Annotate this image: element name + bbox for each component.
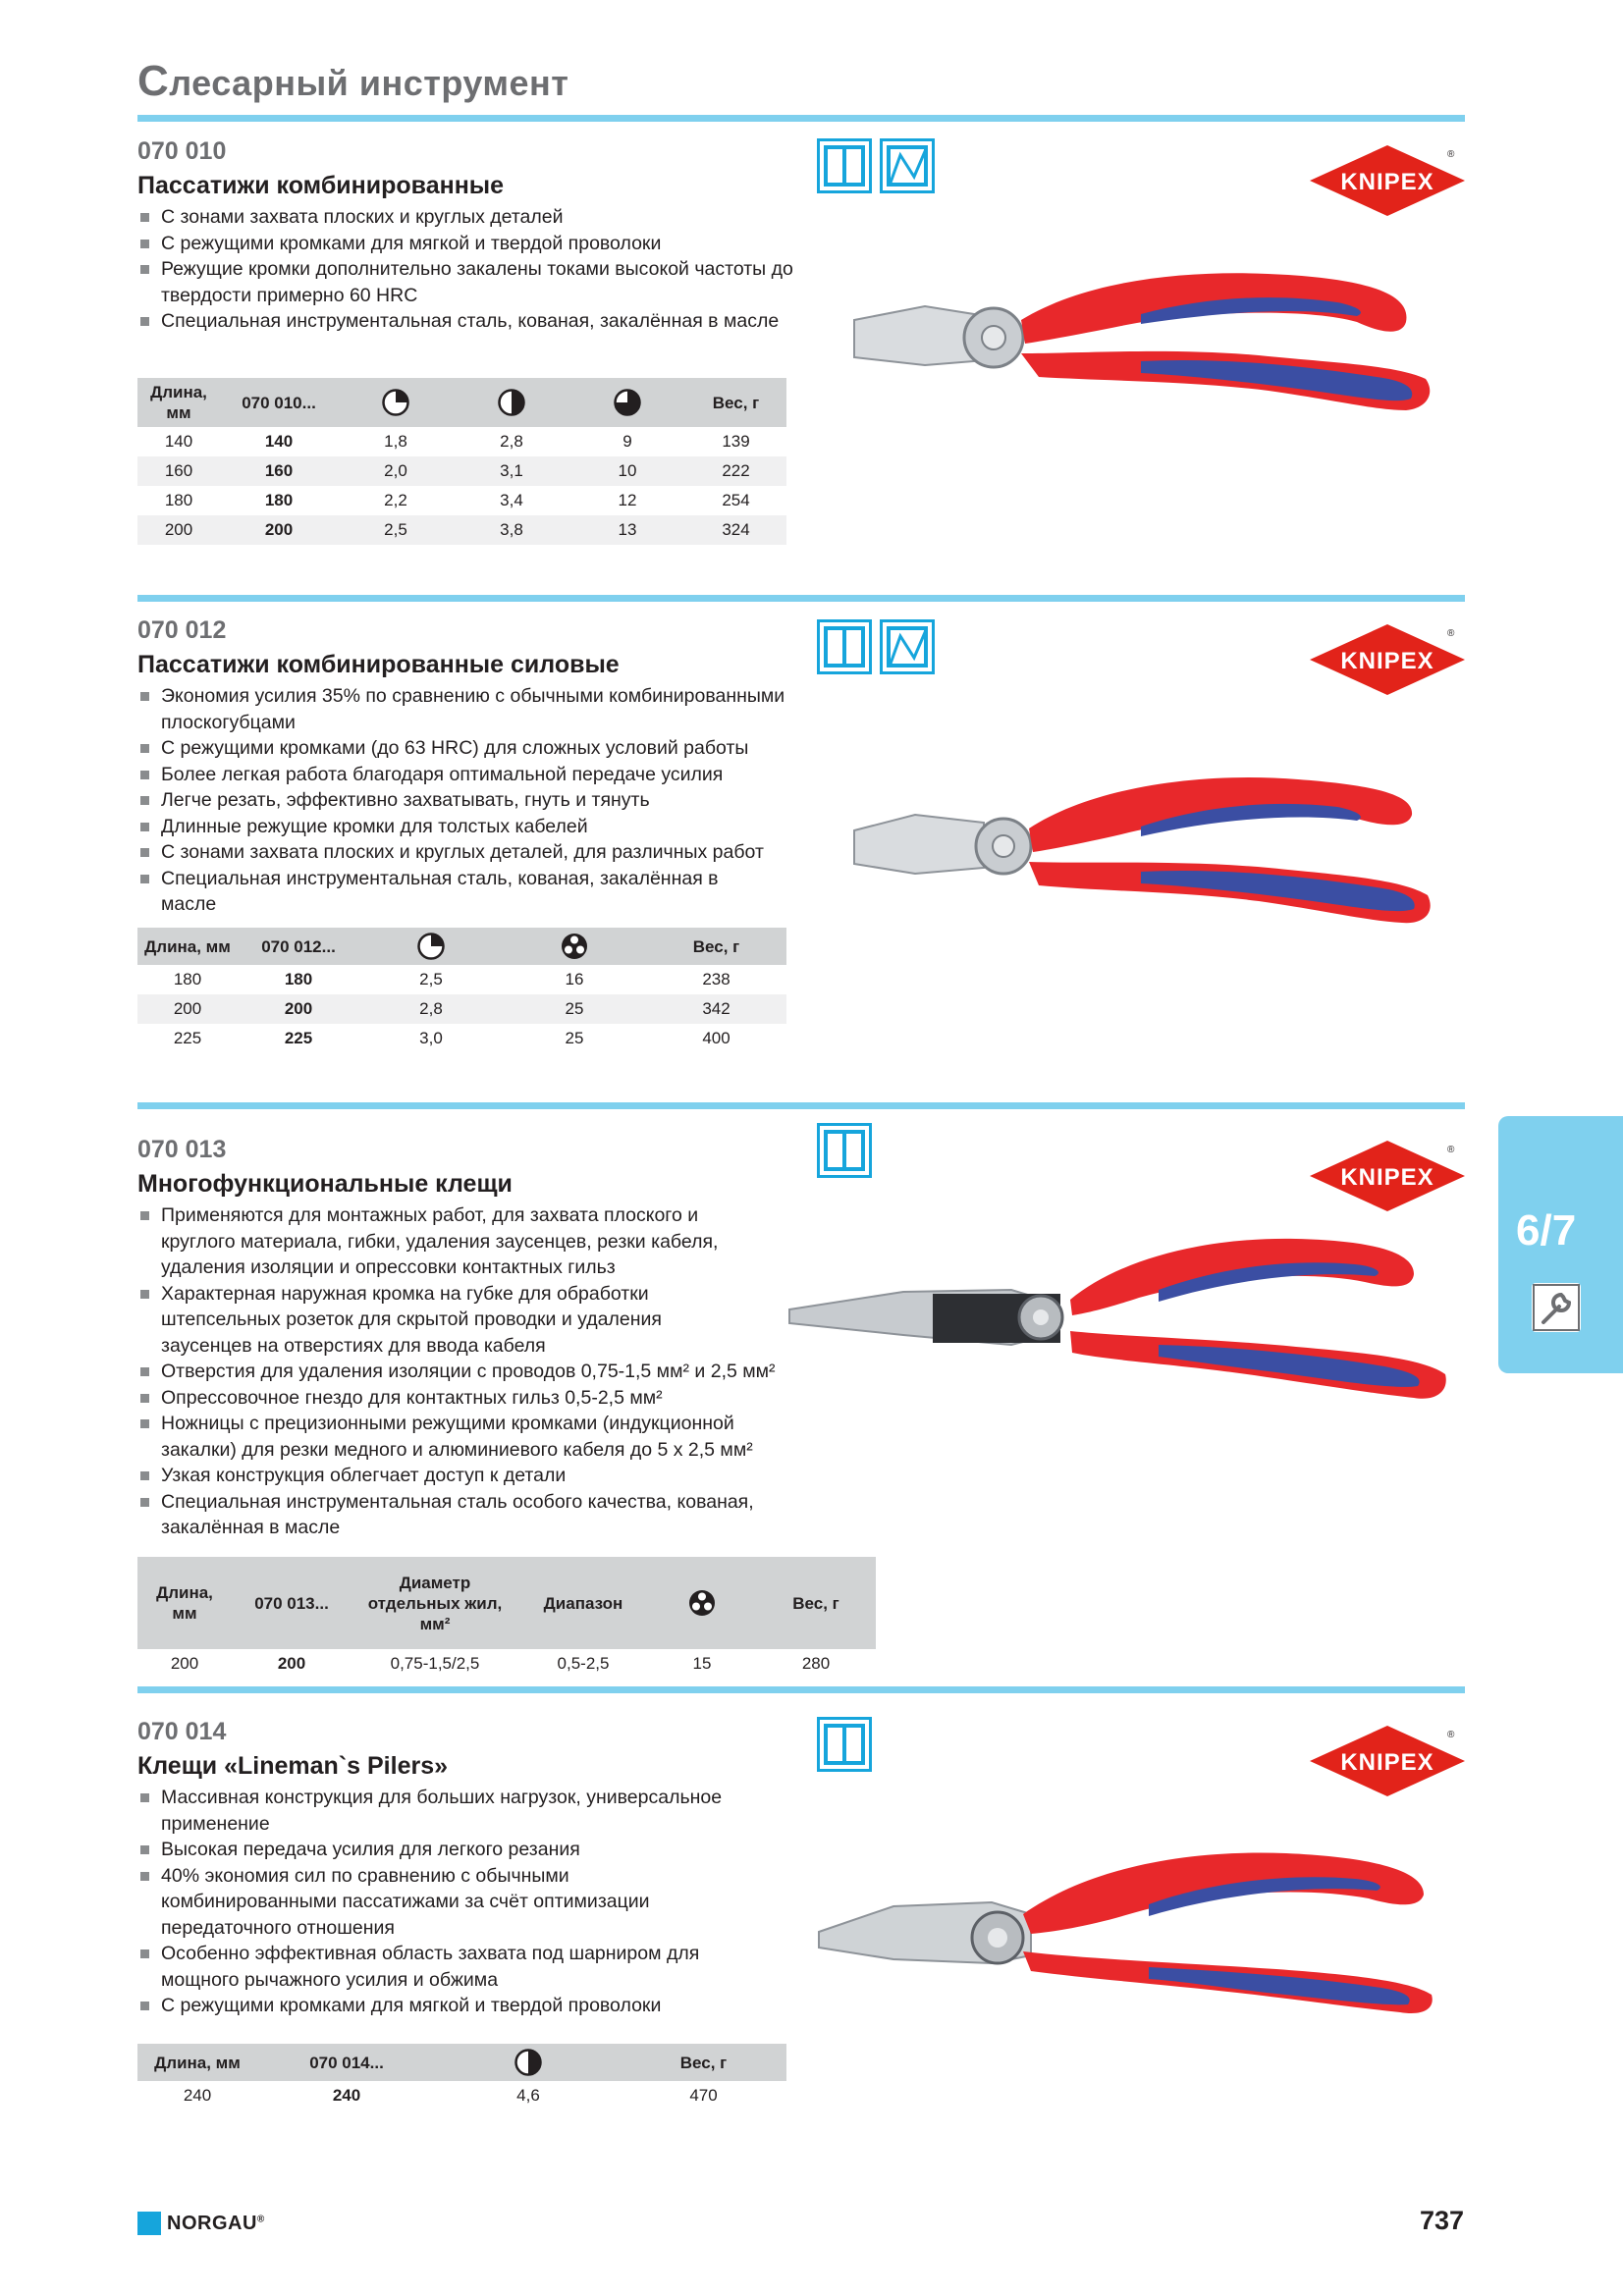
lineman-pliers-image [795, 1838, 1443, 2014]
brand-name: NORGAU® [167, 2212, 265, 2234]
col-weight: Вес, г [685, 378, 786, 427]
col-strand-diameter: Диаметр отдельных жил, мм² [352, 1557, 518, 1649]
knipex-logo [1308, 143, 1467, 218]
feature-item: Специальная инструментальная сталь особого качества, кованая, закалённая в масле [137, 1489, 815, 1541]
wire-soft-icon [338, 378, 454, 427]
feature-item: Опрессовочное гнездо для контактных гильз 0,5-2,5 мм² [137, 1385, 815, 1412]
cable-diameter-icon [503, 928, 646, 965]
feature-item: Характерная наружная кромка на губке для обработки штепсельных розеток для скрытой проводки и удаления заусенцев на отверстиях для ввода кабеля [137, 1281, 727, 1360]
section-divider [137, 595, 1465, 602]
wire-medium-icon [436, 2044, 621, 2081]
col-range: Диапазон [518, 1557, 648, 1649]
wrench-icon [1532, 1283, 1581, 1332]
feature-item: С режущими кромками для мягкой и твердой проволоки [137, 1993, 805, 2019]
svg-text:®: ® [1447, 1145, 1455, 1155]
col-weight: Вес, г [621, 2044, 786, 2081]
din-standard-icon [817, 138, 872, 193]
page-number: 737 [1420, 2206, 1465, 2235]
feature-item: С зонами захвата плоских и круглых деталей [137, 204, 825, 231]
page-title: Слесарный инструмент [137, 57, 569, 105]
col-weight: Вес, г [646, 928, 786, 965]
feature-item: Особенно эффективная область захвата под шарниром для мощного рычажного усилия и обжима [137, 1941, 766, 1993]
feature-item: Узкая конструкция облегчает доступ к детали [137, 1463, 815, 1489]
power-combination-pliers-image [846, 766, 1435, 933]
col-length: Длина, мм [137, 1557, 232, 1649]
knipex-logo [1308, 1139, 1467, 1213]
feature-item: Длинные режущие кромки для толстых кабелей [137, 814, 815, 840]
spec-table [137, 378, 786, 545]
multifunction-pliers-image [785, 1229, 1453, 1406]
product-name: Пассатижи комбинированные силовые [137, 651, 620, 678]
spec-table [137, 1557, 876, 1679]
feature-item: Более легкая работа благодаря оптимальной передаче усилия [137, 762, 815, 788]
wire-medium-icon [454, 378, 569, 427]
combination-pliers-image [846, 263, 1435, 420]
din-standard-icon [817, 1717, 872, 1772]
product-name: Клещи «Lineman`s Pilers» [137, 1752, 449, 1780]
knipex-logo [1308, 622, 1467, 697]
cutting-edge-icon [880, 619, 935, 674]
feature-item: Массивная конструкция для больших нагрузок, универсальное применение [137, 1785, 805, 1837]
cable-diameter-icon [648, 1557, 756, 1649]
table-row: 200 200 0,75-1,5/2,5 0,5-2,5 15 280 [170, 1654, 831, 1673]
spec-table [137, 928, 786, 1053]
feature-item: Ножницы с прецизионными режущими кромками (индукционной закалки) для резки медного и алюминиевого кабеля до 5 х 2,5 мм² [137, 1411, 805, 1463]
table-row: 200 200 2,8 25 342 [137, 994, 786, 1024]
product-code: 070 014 [137, 1718, 227, 1745]
feature-list [137, 683, 815, 918]
col-length: Длина, мм [137, 378, 220, 427]
table-row: 200 200 2,5 3,8 13 324 [137, 515, 786, 545]
col-length: Длина, мм [137, 2044, 257, 2081]
svg-text:KNIPEX: KNIPEX [1340, 1164, 1434, 1191]
din-standard-icon [817, 619, 872, 674]
product-name: Многофункциональные клещи [137, 1170, 513, 1198]
feature-item: Высокая передача усилия для легкого резания [137, 1837, 805, 1863]
table-row: 160 160 2,0 3,1 10 222 [137, 456, 786, 486]
table-row: 180 180 2,2 3,4 12 254 [164, 491, 750, 509]
product-code: 070 010 [137, 137, 227, 165]
col-article: 070 010... [220, 378, 338, 427]
svg-text:KNIPEX: KNIPEX [1340, 169, 1434, 195]
din-standard-icon [817, 1123, 872, 1178]
svg-text:KNIPEX: KNIPEX [1340, 1749, 1434, 1776]
knipex-logo [1308, 1724, 1467, 1798]
col-length: Длина, мм [137, 928, 238, 965]
feature-item: С зонами захвата плоских и круглых деталей, для различных работ [137, 839, 815, 866]
svg-text:KNIPEX: KNIPEX [1340, 648, 1434, 674]
feature-item: С режущими кромками для мягкой и твердой проволоки [137, 231, 825, 257]
col-weight: Вес, г [756, 1557, 876, 1649]
col-article: 070 012... [238, 928, 359, 965]
cutting-edge-icon [880, 138, 935, 193]
feature-item: Применяются для монтажных работ, для захвата плоского и круглого материала, гибки, удаления заусенцев, резки кабеля, удаления изоляции и опрессовки контактных гильз [137, 1202, 766, 1281]
feature-item: Режущие кромки дополнительно закалены токами высокой частоты до твердости примерно 60 HRC [137, 256, 825, 308]
feature-list [137, 1785, 805, 2019]
svg-text:®: ® [1447, 1730, 1455, 1740]
norgau-logo [137, 2212, 265, 2235]
section-divider [137, 1686, 1465, 1693]
wire-soft-icon [359, 928, 503, 965]
feature-item: Экономия усилия 35% по сравнению с обычными комбинированными плоскогубцами [137, 683, 815, 735]
wire-hard-icon [569, 378, 685, 427]
feature-list [137, 1202, 815, 1541]
product-code: 070 013 [137, 1136, 227, 1163]
table-row: 225 225 3,0 25 400 [173, 1029, 730, 1047]
table-row: 140 140 1,8 2,8 9 139 [164, 432, 750, 451]
feature-item: Специальная инструментальная сталь, кованая, закалённая в масле [137, 866, 746, 918]
feature-item: 40% экономия сил по сравнению с обычными комбинированными пассатижами за счёт оптимизации передаточного отношения [137, 1863, 727, 1942]
svg-text:®: ® [1447, 149, 1455, 160]
product-code: 070 012 [137, 616, 227, 644]
section-tab[interactable] [1498, 1116, 1623, 1373]
table-row: 240 240 4,6 470 [183, 2086, 718, 2105]
col-article: 070 014... [257, 2044, 436, 2081]
product-name: Пассатижи комбинированные [137, 172, 505, 199]
feature-item: Легче резать, эффективно захватывать, гнуть и тянуть [137, 787, 815, 814]
section-divider [137, 115, 1465, 122]
col-article: 070 013... [232, 1557, 352, 1649]
spec-table [137, 2044, 786, 2110]
section-tab-label: 6/7 [1516, 1206, 1577, 1255]
svg-text:®: ® [1447, 628, 1455, 639]
feature-item: Отверстия для удаления изоляции с проводов 0,75-1,5 мм² и 2,5 мм² [137, 1359, 815, 1385]
feature-list [137, 204, 825, 335]
table-row: 180 180 2,5 16 238 [173, 970, 730, 988]
feature-item: С режущими кромками (до 63 HRC) для сложных условий работы [137, 735, 815, 762]
section-divider [137, 1102, 1465, 1109]
feature-item: Специальная инструментальная сталь, кованая, закалённая в масле [137, 308, 825, 335]
norgau-logo-mark [137, 2212, 161, 2235]
